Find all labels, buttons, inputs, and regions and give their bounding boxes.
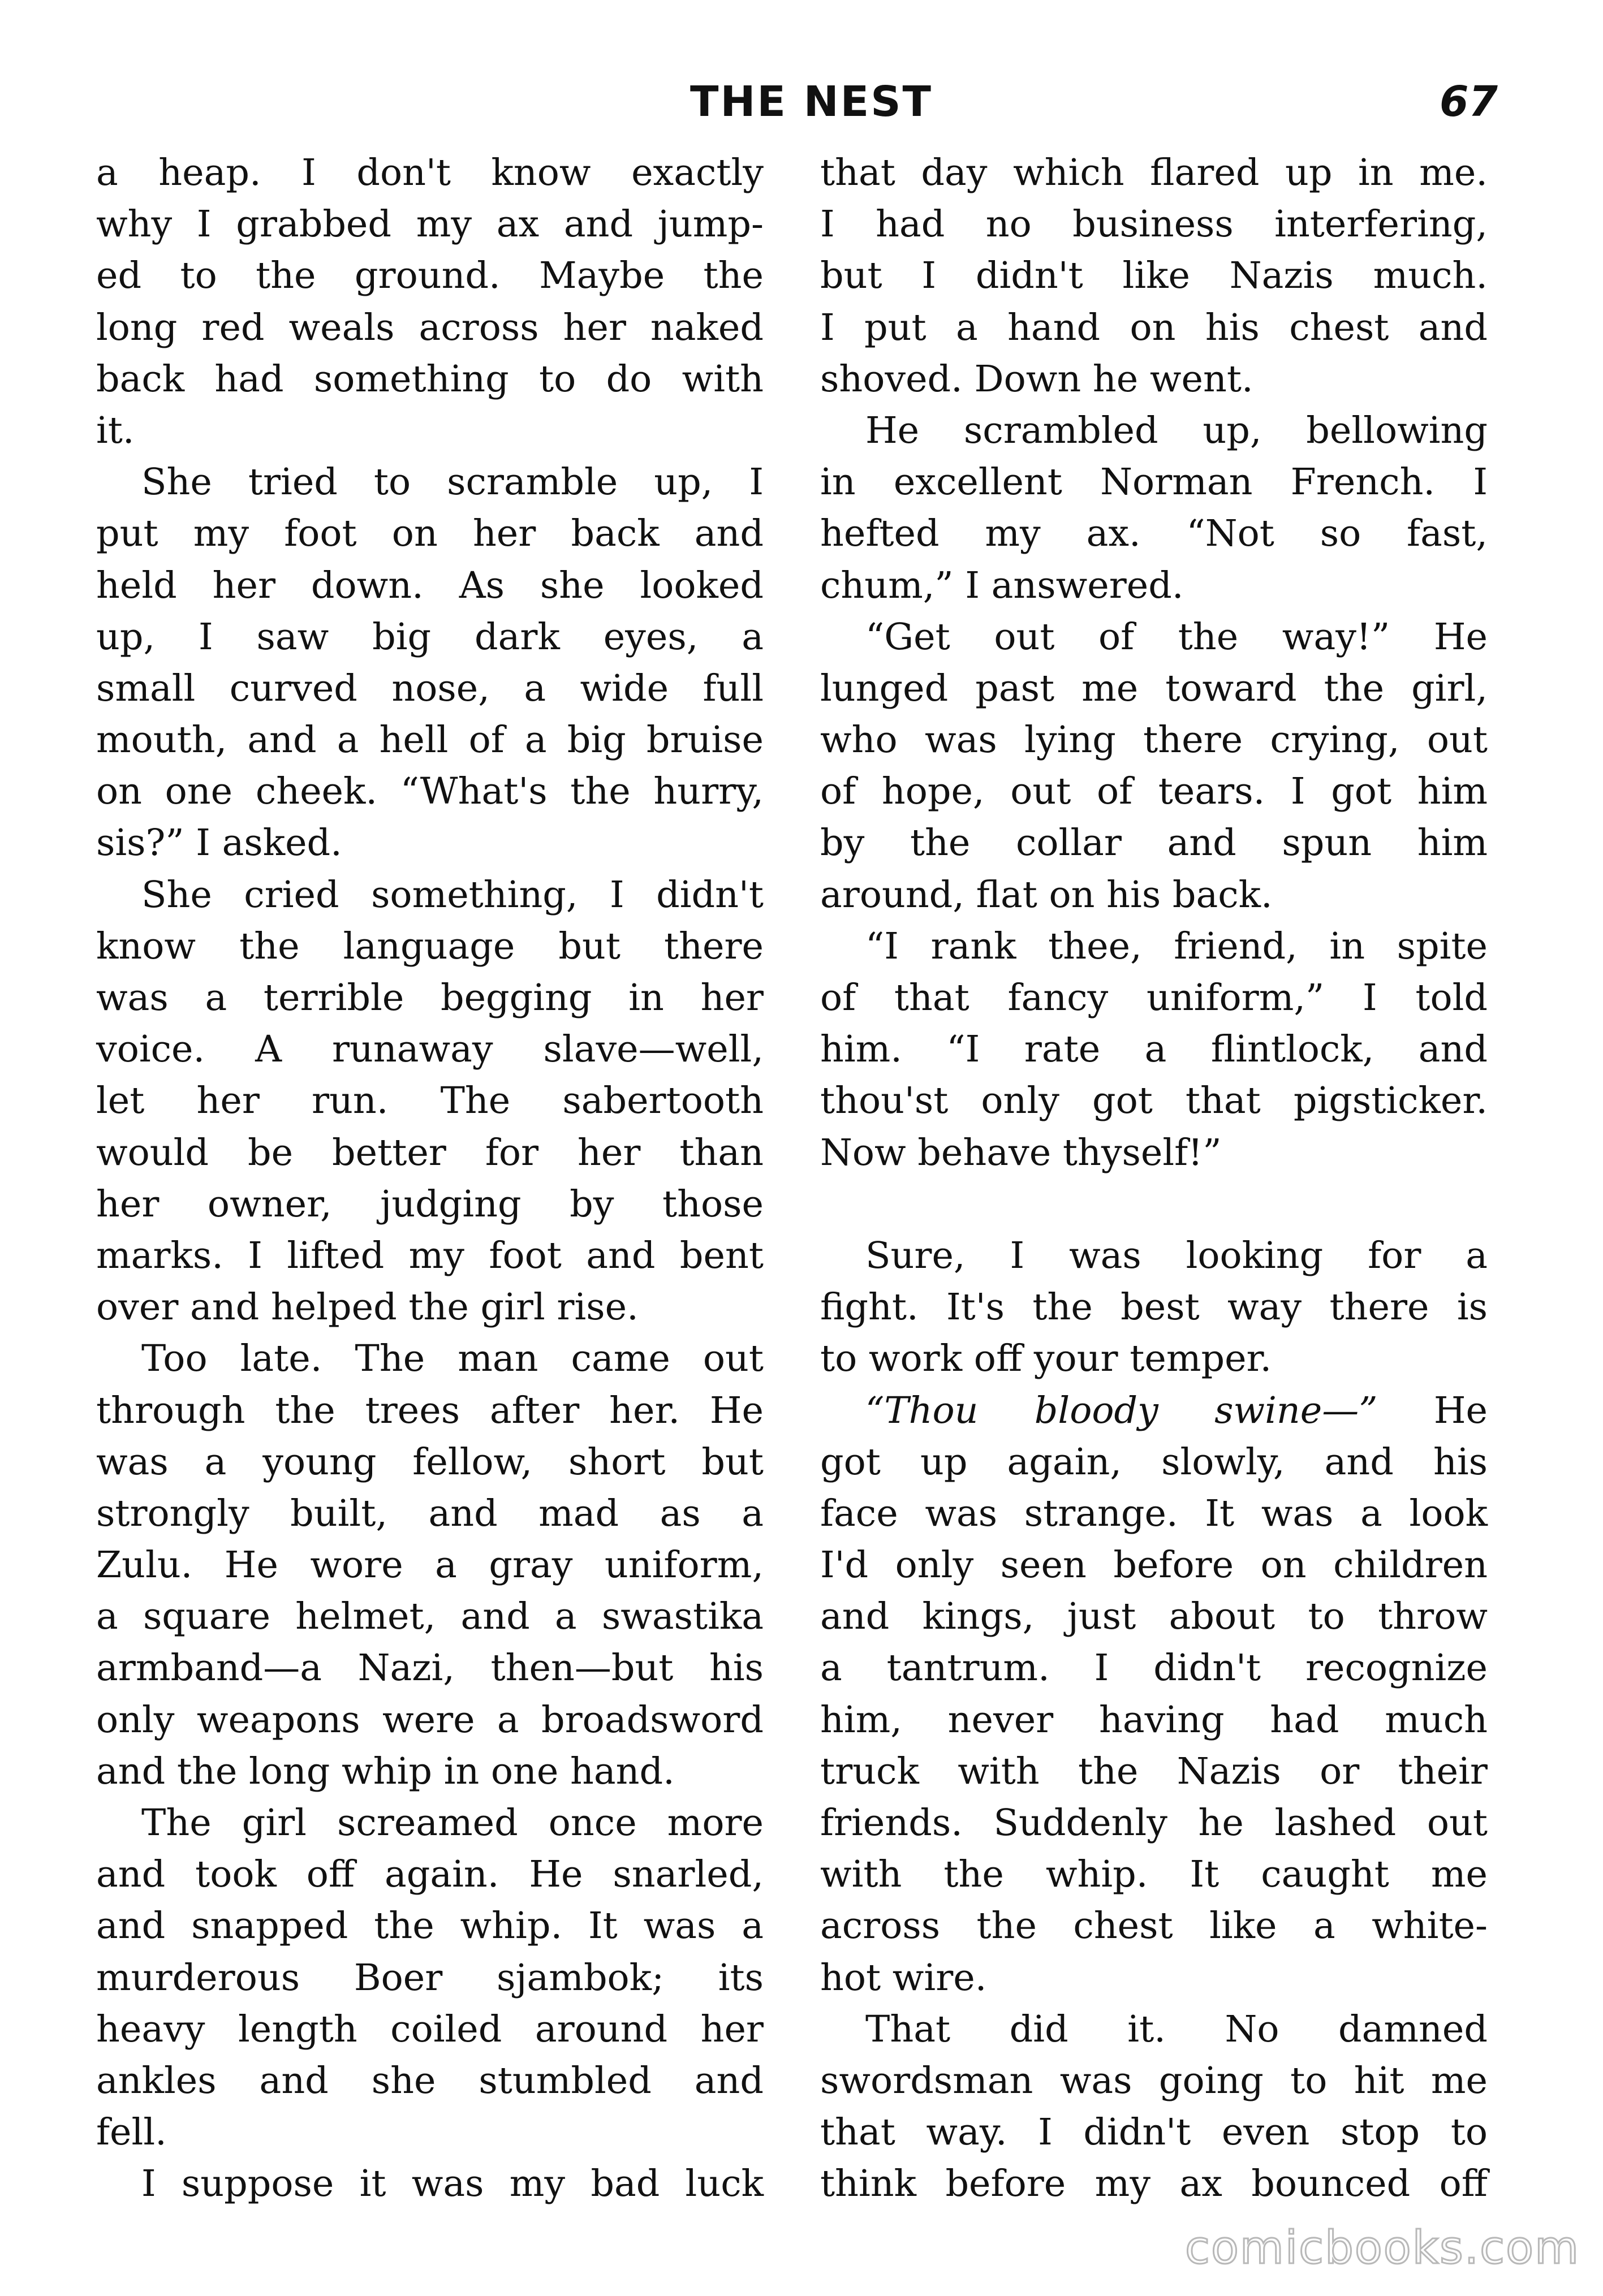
text-line: “Thou bloody swine—” He	[865, 1389, 1488, 1432]
text-line: know the language but there	[96, 925, 764, 968]
text-line: “Get out of the way!” He	[865, 615, 1488, 658]
text-line: Sure, I was looking for a	[865, 1234, 1488, 1277]
text-line: long red weals across her naked	[96, 306, 764, 349]
text-line: her owner, judging by those	[96, 1182, 764, 1225]
text-line: Too late. The man came out	[141, 1337, 764, 1380]
text-line: let her run. The sabertooth	[96, 1080, 764, 1123]
text-line: ed to the ground. Maybe the	[96, 254, 764, 297]
text-line: lunged past me toward the girl,	[820, 667, 1488, 710]
text-line: of that fancy uniform,” I told	[820, 977, 1488, 1019]
text-line: and the long whip in one hand.	[96, 1750, 675, 1793]
text-line: small curved nose, a wide full	[96, 667, 764, 710]
text-line: She cried something, I didn't	[141, 873, 764, 916]
text-line: and took off again. He snarled,	[96, 1853, 764, 1896]
text-line: truck with the Nazis or their	[820, 1750, 1488, 1793]
right-column	[820, 147, 1488, 2210]
text-line: over and helped the girl rise.	[96, 1286, 639, 1329]
text-line: it.	[96, 409, 135, 452]
text-line: mouth, and a hell of a big bruise	[96, 719, 764, 762]
text-line: was a young fellow, short but	[96, 1440, 764, 1483]
text-line: thou'st only got that pigsticker.	[820, 1080, 1488, 1123]
text-line: put my foot on her back and	[96, 512, 764, 555]
text-line: sis?” I asked.	[96, 822, 342, 865]
text-line: marks. I lifted my foot and bent	[96, 1234, 764, 1277]
text-line: a tantrum. I didn't recognize	[820, 1647, 1488, 1690]
text-line: held her down. As she looked	[96, 564, 764, 607]
text-line: I put a hand on his chest and	[820, 306, 1488, 349]
text-line: of hope, out of tears. I got him	[820, 770, 1488, 813]
text-line: hot wire.	[820, 1956, 987, 1999]
text-line: I had no business interfering,	[820, 203, 1488, 246]
text-line: with the whip. It caught me	[820, 1853, 1488, 1896]
text-line: by the collar and spun him	[820, 822, 1488, 865]
running-head	[0, 71, 1603, 133]
watermark: comicbooks.com	[1185, 2221, 1580, 2274]
text-line: chum,” I answered.	[820, 564, 1184, 607]
text-line: and snapped the whip. It was a	[96, 1905, 764, 1948]
text-line: voice. A runaway slave—well,	[96, 1028, 764, 1071]
text-line: armband—a Nazi, then—but his	[96, 1647, 764, 1690]
text-line: and kings, just about to throw	[820, 1595, 1488, 1638]
text-line	[820, 1179, 1488, 1230]
text-line: think before my ax bounced off	[820, 2163, 1488, 2206]
text-line: why I grabbed my ax and jump-	[96, 203, 764, 246]
text-line: in excellent Norman French. I	[820, 461, 1488, 504]
text-line: murderous Boer sjambok; its	[96, 1956, 764, 1999]
text-line: got up again, slowly, and his	[820, 1440, 1488, 1483]
text-line: That did it. No damned	[865, 2008, 1488, 2051]
text-line: a square helmet, and a swastika	[96, 1595, 764, 1638]
text-line: but I didn't like Nazis much.	[820, 254, 1488, 297]
text-line: fight. It's the best way there is	[820, 1286, 1488, 1329]
italic-dialogue: “Thou bloody swine—”	[865, 1389, 1378, 1432]
text-line: was a terrible begging in her	[96, 977, 764, 1019]
text-line: to work off your temper.	[820, 1337, 1272, 1380]
text-line: Now behave thyself!”	[820, 1131, 1222, 1174]
text-line: friends. Suddenly he lashed out	[820, 1802, 1488, 1844]
text-line: who was lying there crying, out	[820, 719, 1488, 762]
text-line: a heap. I don't know exactly	[96, 152, 764, 194]
text-line: strongly built, and mad as a	[96, 1492, 764, 1535]
text-line: face was strange. It was a look	[820, 1492, 1488, 1535]
text-line: through the trees after her. He	[96, 1389, 764, 1432]
text-line: across the chest like a white-	[820, 1905, 1488, 1948]
text-line: only weapons were a broadsword	[96, 1698, 764, 1741]
text-line: up, I saw big dark eyes, a	[96, 615, 764, 658]
text-line: “I rank thee, friend, in spite	[865, 925, 1488, 968]
text-line: on one cheek. “What's the hurry,	[96, 770, 764, 813]
text-line: hefted my ax. “Not so fast,	[820, 512, 1488, 555]
text-line: that day which flared up in me.	[820, 152, 1488, 194]
chapter-title: THE NEST	[690, 77, 933, 126]
text-line: would be better for her than	[96, 1131, 764, 1174]
left-column	[96, 147, 764, 2210]
text-line: He scrambled up, bellowing	[865, 409, 1488, 452]
text-line: I'd only seen before on children	[820, 1544, 1488, 1587]
text-line: I suppose it was my bad luck	[141, 2163, 764, 2206]
text-line: him, never having had much	[820, 1698, 1488, 1741]
text-line: that way. I didn't even stop to	[820, 2111, 1488, 2154]
text-line: fell.	[96, 2111, 167, 2154]
text-line: around, flat on his back.	[820, 873, 1273, 916]
text-line: him. “I rate a flintlock, and	[820, 1028, 1488, 1071]
text-line: back had something to do with	[96, 357, 764, 400]
text-line: shoved. Down he went.	[820, 357, 1253, 400]
text-line: Zulu. He wore a gray uniform,	[96, 1544, 764, 1587]
text-line: ankles and she stumbled and	[96, 2059, 764, 2102]
text-line: The girl screamed once more	[141, 1802, 764, 1844]
page-number: 67	[1440, 77, 1498, 126]
text-line: She tried to scramble up, I	[141, 461, 764, 504]
text-line: heavy length coiled around her	[96, 2008, 764, 2051]
text-line: swordsman was going to hit me	[820, 2059, 1488, 2102]
